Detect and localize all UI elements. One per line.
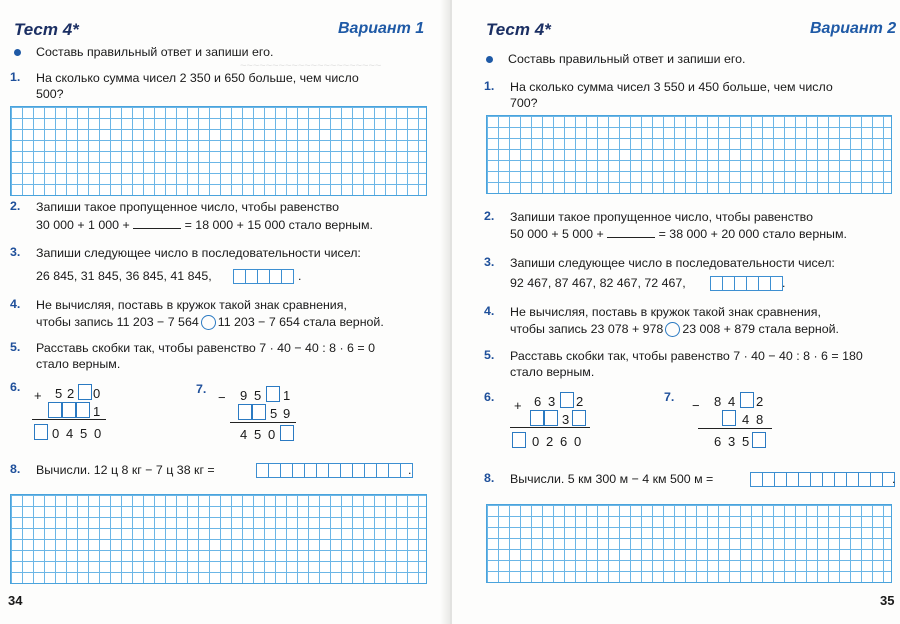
- test-title: Тест 4*: [14, 20, 79, 39]
- q2-equation: [36, 217, 373, 234]
- comparison-circle[interactable]: [665, 322, 680, 337]
- q3-answer-cells[interactable]: [710, 275, 782, 290]
- q6-box[interactable]: [572, 410, 586, 426]
- q2-left: 30 000 + 1 000 +: [36, 218, 130, 232]
- q4-expression: чтобы запись 11 203 − 7 564 11 203 − 7 654 стала верной.: [36, 315, 384, 329]
- q8-text: Вычисли. 12 ц 8 кг − 7 ц 38 кг =: [36, 463, 215, 477]
- q7-sign: −: [218, 390, 226, 405]
- show-through-text: ~~~~~~~~~~~~~~~~~~~~~~: [240, 60, 382, 72]
- q8-text: Вычисли. 5 км 300 м − 4 км 500 м =: [510, 472, 714, 486]
- q7-number: 7.: [664, 390, 675, 404]
- intro-text: Составь правильный ответ и запиши его.: [508, 52, 746, 66]
- q5-text: Расставь скобки так, чтобы равенство 7 · 40 − 40 : 8 · 6 = 0: [36, 341, 375, 355]
- q3-text: Запиши следующее число в последовательности чисел:: [36, 246, 361, 260]
- q7-box[interactable]: [752, 432, 766, 448]
- q2-text: Запиши такое пропущенное число, чтобы равенство: [36, 200, 339, 214]
- q5-number: 5.: [10, 340, 21, 354]
- test-title: Тест 4*: [486, 20, 551, 39]
- q7-box[interactable]: [740, 392, 754, 408]
- answer-grid-1[interactable]: [10, 106, 427, 196]
- q7-box[interactable]: [266, 386, 280, 402]
- page-35: Тест 4* Вариант 2 Составь правильный ответ и запиши его. 1. На сколько сумма чисел 3 550 и 450 больше, чем число 700? 2. Запиши такое пропущенное число, чтобы равенство 50 000 + 5 000 + = 38 000 + 20 000 стало верным. 3. Запиши следующее число в последовательности чисел: 92 467, 87 467, 82 467, 72 467, . 4. Не вычисляя, поставь в кружок такой знак сравнения, чтобы запись 23 078 + 978 23 008 + 879 стала верной. 5. Расставь скобки так, чтобы равенство 7 · 40 − 40 : 8 · 6 = 180 стало верным. 6. + 6 3 2 3 0 2 6 0 7. − 8 4 2 4 8 6 3 5 8. Вычисли. 5 км 300 м − 4 км 500 м = . 35: [452, 0, 900, 624]
- q1-text: На сколько сумма чисел 3 550 и 450 больше, чем число: [510, 80, 833, 94]
- q2-number: 2.: [10, 199, 21, 213]
- q4-number: 4.: [10, 297, 21, 311]
- variant-label: Вариант 2: [810, 20, 897, 37]
- q3-number: 3.: [484, 255, 495, 269]
- q6-box[interactable]: [560, 392, 574, 408]
- q3-number: 3.: [10, 245, 21, 259]
- q5-text: Расставь скобки так, чтобы равенство 7 · 40 − 40 : 8 · 6 = 180: [510, 349, 863, 363]
- q8-answer-cells[interactable]: [256, 462, 412, 477]
- q6-box[interactable]: [48, 402, 62, 418]
- q3-sequence: 26 845, 31 845, 36 845, 41 845,: [36, 269, 212, 283]
- answer-grid-8[interactable]: [486, 504, 892, 583]
- q7-box[interactable]: [252, 404, 266, 420]
- q6-box[interactable]: [76, 402, 90, 418]
- q1-text-2: 500?: [36, 87, 64, 101]
- q4-text: Не вычисляя, поставь в кружок такой знак сравнения,: [36, 298, 347, 312]
- bullet-icon: [486, 56, 493, 63]
- q7-box[interactable]: [722, 410, 736, 426]
- q6-box[interactable]: [62, 402, 76, 418]
- q7-box[interactable]: [238, 404, 252, 420]
- q4-text: Не вычисляя, поставь в кружок такой знак сравнения,: [510, 305, 821, 319]
- q8-number: 8.: [484, 471, 495, 485]
- q2-text: Запиши такое пропущенное число, чтобы равенство: [510, 210, 813, 224]
- variant-label: Вариант 1: [338, 20, 425, 37]
- comparison-circle[interactable]: [201, 315, 216, 330]
- q6-sign: +: [34, 388, 42, 403]
- q6-box[interactable]: [530, 410, 544, 426]
- q1-number: 1.: [10, 70, 21, 84]
- q3-answer-cells[interactable]: [233, 268, 293, 283]
- q2-blank[interactable]: [133, 217, 181, 229]
- q7-box[interactable]: [280, 425, 294, 441]
- q1-text: На сколько сумма чисел 2 350 и 650 больше, чем число: [36, 71, 359, 85]
- q5-number: 5.: [484, 348, 495, 362]
- q2-equation: 50 000 + 5 000 + = 38 000 + 20 000 стало верным.: [510, 227, 847, 241]
- q1-text-2: 700?: [510, 96, 538, 110]
- page-number: 35: [880, 593, 895, 608]
- q2-blank[interactable]: [607, 226, 655, 238]
- intro-text: Составь правильный ответ и запиши его.: [36, 45, 274, 59]
- q5-text-2: стало верным.: [510, 365, 595, 379]
- bullet-icon: [14, 49, 21, 56]
- answer-grid-1[interactable]: [486, 115, 892, 194]
- q7-number: 7.: [196, 382, 207, 396]
- q5-text-2: стало верным.: [36, 357, 121, 371]
- q4-number: 4.: [484, 304, 495, 318]
- page-number: 34: [8, 593, 23, 608]
- q6-box[interactable]: [34, 424, 48, 440]
- q3-sequence: 92 467, 87 467, 82 467, 72 467,: [510, 276, 686, 290]
- q2-right: = 18 000 + 15 000 стало верным.: [184, 218, 373, 232]
- q1-number: 1.: [484, 79, 495, 93]
- q6-box[interactable]: [78, 384, 92, 400]
- q6-box[interactable]: [544, 410, 558, 426]
- q8-number: 8.: [10, 462, 21, 476]
- q2-number: 2.: [484, 209, 495, 223]
- q3-text: Запиши следующее число в последовательности чисел:: [510, 256, 835, 270]
- page-34: ~~~~~~~~~~~~~~~~~~~~~~ Тест 4* Вариант 1 Составь правильный ответ и запиши его. 1. На сколько сумма чисел 2 350 и 650 больше, чем число 500? 2. Запиши такое пропущенное число, чтобы равенство 30 000 + 1 000 + = 18 000 + 15 000 стало верным. 3. Запиши следующее число в последовательности чисел: 26 845, 31 845, 36 845, 41 845, . 4. Не вычисляя, поставь в кружок такой знак сравнения, чтобы запись 11 203 − 7 564 11 203 − 7 654 стала верной. 5. Расставь скобки так, чтобы равенство 7 · 40 − 40 : 8 · 6 = 0 стало верным. 6. + 5 2 0 1 0 4 5 0 7. − 9 5 1 5 9 4 5 0 8. Вычисли. 12 ц 8 кг − 7 ц 38 кг = . 34: [0, 0, 448, 624]
- q6-box[interactable]: [512, 432, 526, 448]
- q4-expression: чтобы запись 23 078 + 978 23 008 + 879 стала верной.: [510, 322, 839, 336]
- q6-number: 6.: [10, 380, 21, 394]
- answer-grid-8[interactable]: [10, 494, 427, 584]
- q8-answer-cells[interactable]: [750, 471, 894, 486]
- q6-number: 6.: [484, 390, 495, 404]
